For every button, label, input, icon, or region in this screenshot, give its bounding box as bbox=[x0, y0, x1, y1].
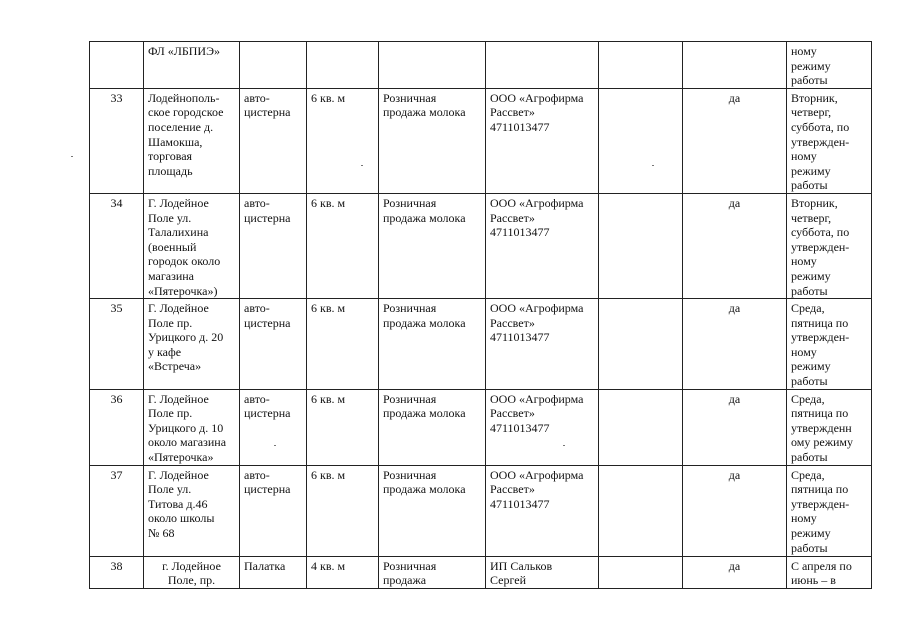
row-number: 37 bbox=[90, 465, 144, 556]
row-operator: ООО «Агрофирма Рассвет» 4711013477 bbox=[486, 389, 599, 465]
row-activity: Розничная продажа bbox=[379, 556, 486, 588]
row-vehicle: авто- цистерна bbox=[240, 88, 307, 193]
row-address: ФЛ «ЛБПИЭ» bbox=[144, 42, 240, 89]
row-address: Г. Лодейное Поле ул. Титова д.46 около школы № 68 bbox=[144, 465, 240, 556]
row-yes: да bbox=[683, 193, 787, 298]
row-number: 35 bbox=[90, 299, 144, 390]
row-schedule: Среда, пятница по утвержден- ному режиму работы bbox=[787, 465, 872, 556]
row-yes: да bbox=[683, 556, 787, 588]
row-col7 bbox=[599, 42, 683, 89]
row-area: 6 кв. м bbox=[307, 465, 379, 556]
row-operator: ООО «Агрофирма Рассвет» 4711013477 bbox=[486, 299, 599, 390]
table-row bbox=[90, 389, 872, 465]
row-schedule: С апреля по июнь – в bbox=[787, 556, 872, 588]
row-number: 36 bbox=[90, 389, 144, 465]
row-schedule: Вторник, четверг, суббота, по утвержден- ному режиму работы bbox=[787, 193, 872, 298]
row-area: 6 кв. м bbox=[307, 389, 379, 465]
row-address: Г. Лодейное Поле пр. Урицкого д. 20 у кафе «Встреча» bbox=[144, 299, 240, 390]
row-vehicle: авто- цистерна bbox=[240, 299, 307, 390]
row-yes: да bbox=[683, 88, 787, 193]
row-vehicle: авто- цистерна bbox=[240, 193, 307, 298]
table-row bbox=[90, 556, 872, 588]
schedule-table bbox=[89, 41, 872, 589]
row-activity: Розничная продажа молока bbox=[379, 88, 486, 193]
row-address: г. Лодейное Поле, пр. bbox=[144, 556, 240, 588]
row-yes bbox=[683, 42, 787, 89]
row-area: 6 кв. м bbox=[307, 88, 379, 193]
row-operator: ООО «Агрофирма Рассвет» 4711013477 bbox=[486, 88, 599, 193]
row-col7 bbox=[599, 88, 683, 193]
row-schedule: Среда, пятница по утвержденн ому режиму работы bbox=[787, 389, 872, 465]
row-area bbox=[307, 42, 379, 89]
table-row bbox=[90, 299, 872, 390]
row-area: 4 кв. м bbox=[307, 556, 379, 588]
row-vehicle: авто- цистерна bbox=[240, 465, 307, 556]
row-address: Г. Лодейное Поле ул. Талалихина (военный городок около магазина «Пятерочка») bbox=[144, 193, 240, 298]
row-operator: ООО «Агрофирма Рассвет» 4711013477 bbox=[486, 193, 599, 298]
row-col7 bbox=[599, 389, 683, 465]
row-number: 38 bbox=[90, 556, 144, 588]
table-row bbox=[90, 193, 872, 298]
row-address: Лодейнополь- ское городское поселение д. Шамокша, торговая площадь bbox=[144, 88, 240, 193]
scan-speck bbox=[274, 445, 276, 446]
row-address: Г. Лодейное Поле пр. Урицкого д. 10 около магазина «Пятерочка» bbox=[144, 389, 240, 465]
row-schedule: Среда, пятница по утвержден- ному режиму работы bbox=[787, 299, 872, 390]
row-vehicle: Палатка bbox=[240, 556, 307, 588]
row-number: 33 bbox=[90, 88, 144, 193]
row-yes: да bbox=[683, 299, 787, 390]
row-activity: Розничная продажа молока bbox=[379, 193, 486, 298]
row-vehicle bbox=[240, 42, 307, 89]
row-area: 6 кв. м bbox=[307, 299, 379, 390]
row-vehicle: авто- цистерна bbox=[240, 389, 307, 465]
table-row bbox=[90, 465, 872, 556]
scan-speck bbox=[652, 165, 654, 166]
row-number bbox=[90, 42, 144, 89]
row-yes: да bbox=[683, 465, 787, 556]
row-operator bbox=[486, 42, 599, 89]
scan-speck bbox=[563, 445, 565, 446]
row-col7 bbox=[599, 193, 683, 298]
scan-speck bbox=[361, 165, 363, 166]
row-activity: Розничная продажа молока bbox=[379, 389, 486, 465]
row-schedule: Вторник, четверг, суббота, по утвержден- ному режиму работы bbox=[787, 88, 872, 193]
row-number: 34 bbox=[90, 193, 144, 298]
row-col7 bbox=[599, 556, 683, 588]
row-activity: Розничная продажа молока bbox=[379, 465, 486, 556]
row-activity: Розничная продажа молока bbox=[379, 299, 486, 390]
row-area: 6 кв. м bbox=[307, 193, 379, 298]
scan-speck bbox=[71, 156, 73, 157]
row-yes: да bbox=[683, 389, 787, 465]
row-operator: ООО «Агрофирма Рассвет» 4711013477 bbox=[486, 465, 599, 556]
row-schedule: ному режиму работы bbox=[787, 42, 872, 89]
row-activity bbox=[379, 42, 486, 89]
table-row bbox=[90, 88, 872, 193]
row-operator: ИП Сальков Сергей bbox=[486, 556, 599, 588]
row-col7 bbox=[599, 465, 683, 556]
table-row bbox=[90, 42, 872, 89]
row-col7 bbox=[599, 299, 683, 390]
